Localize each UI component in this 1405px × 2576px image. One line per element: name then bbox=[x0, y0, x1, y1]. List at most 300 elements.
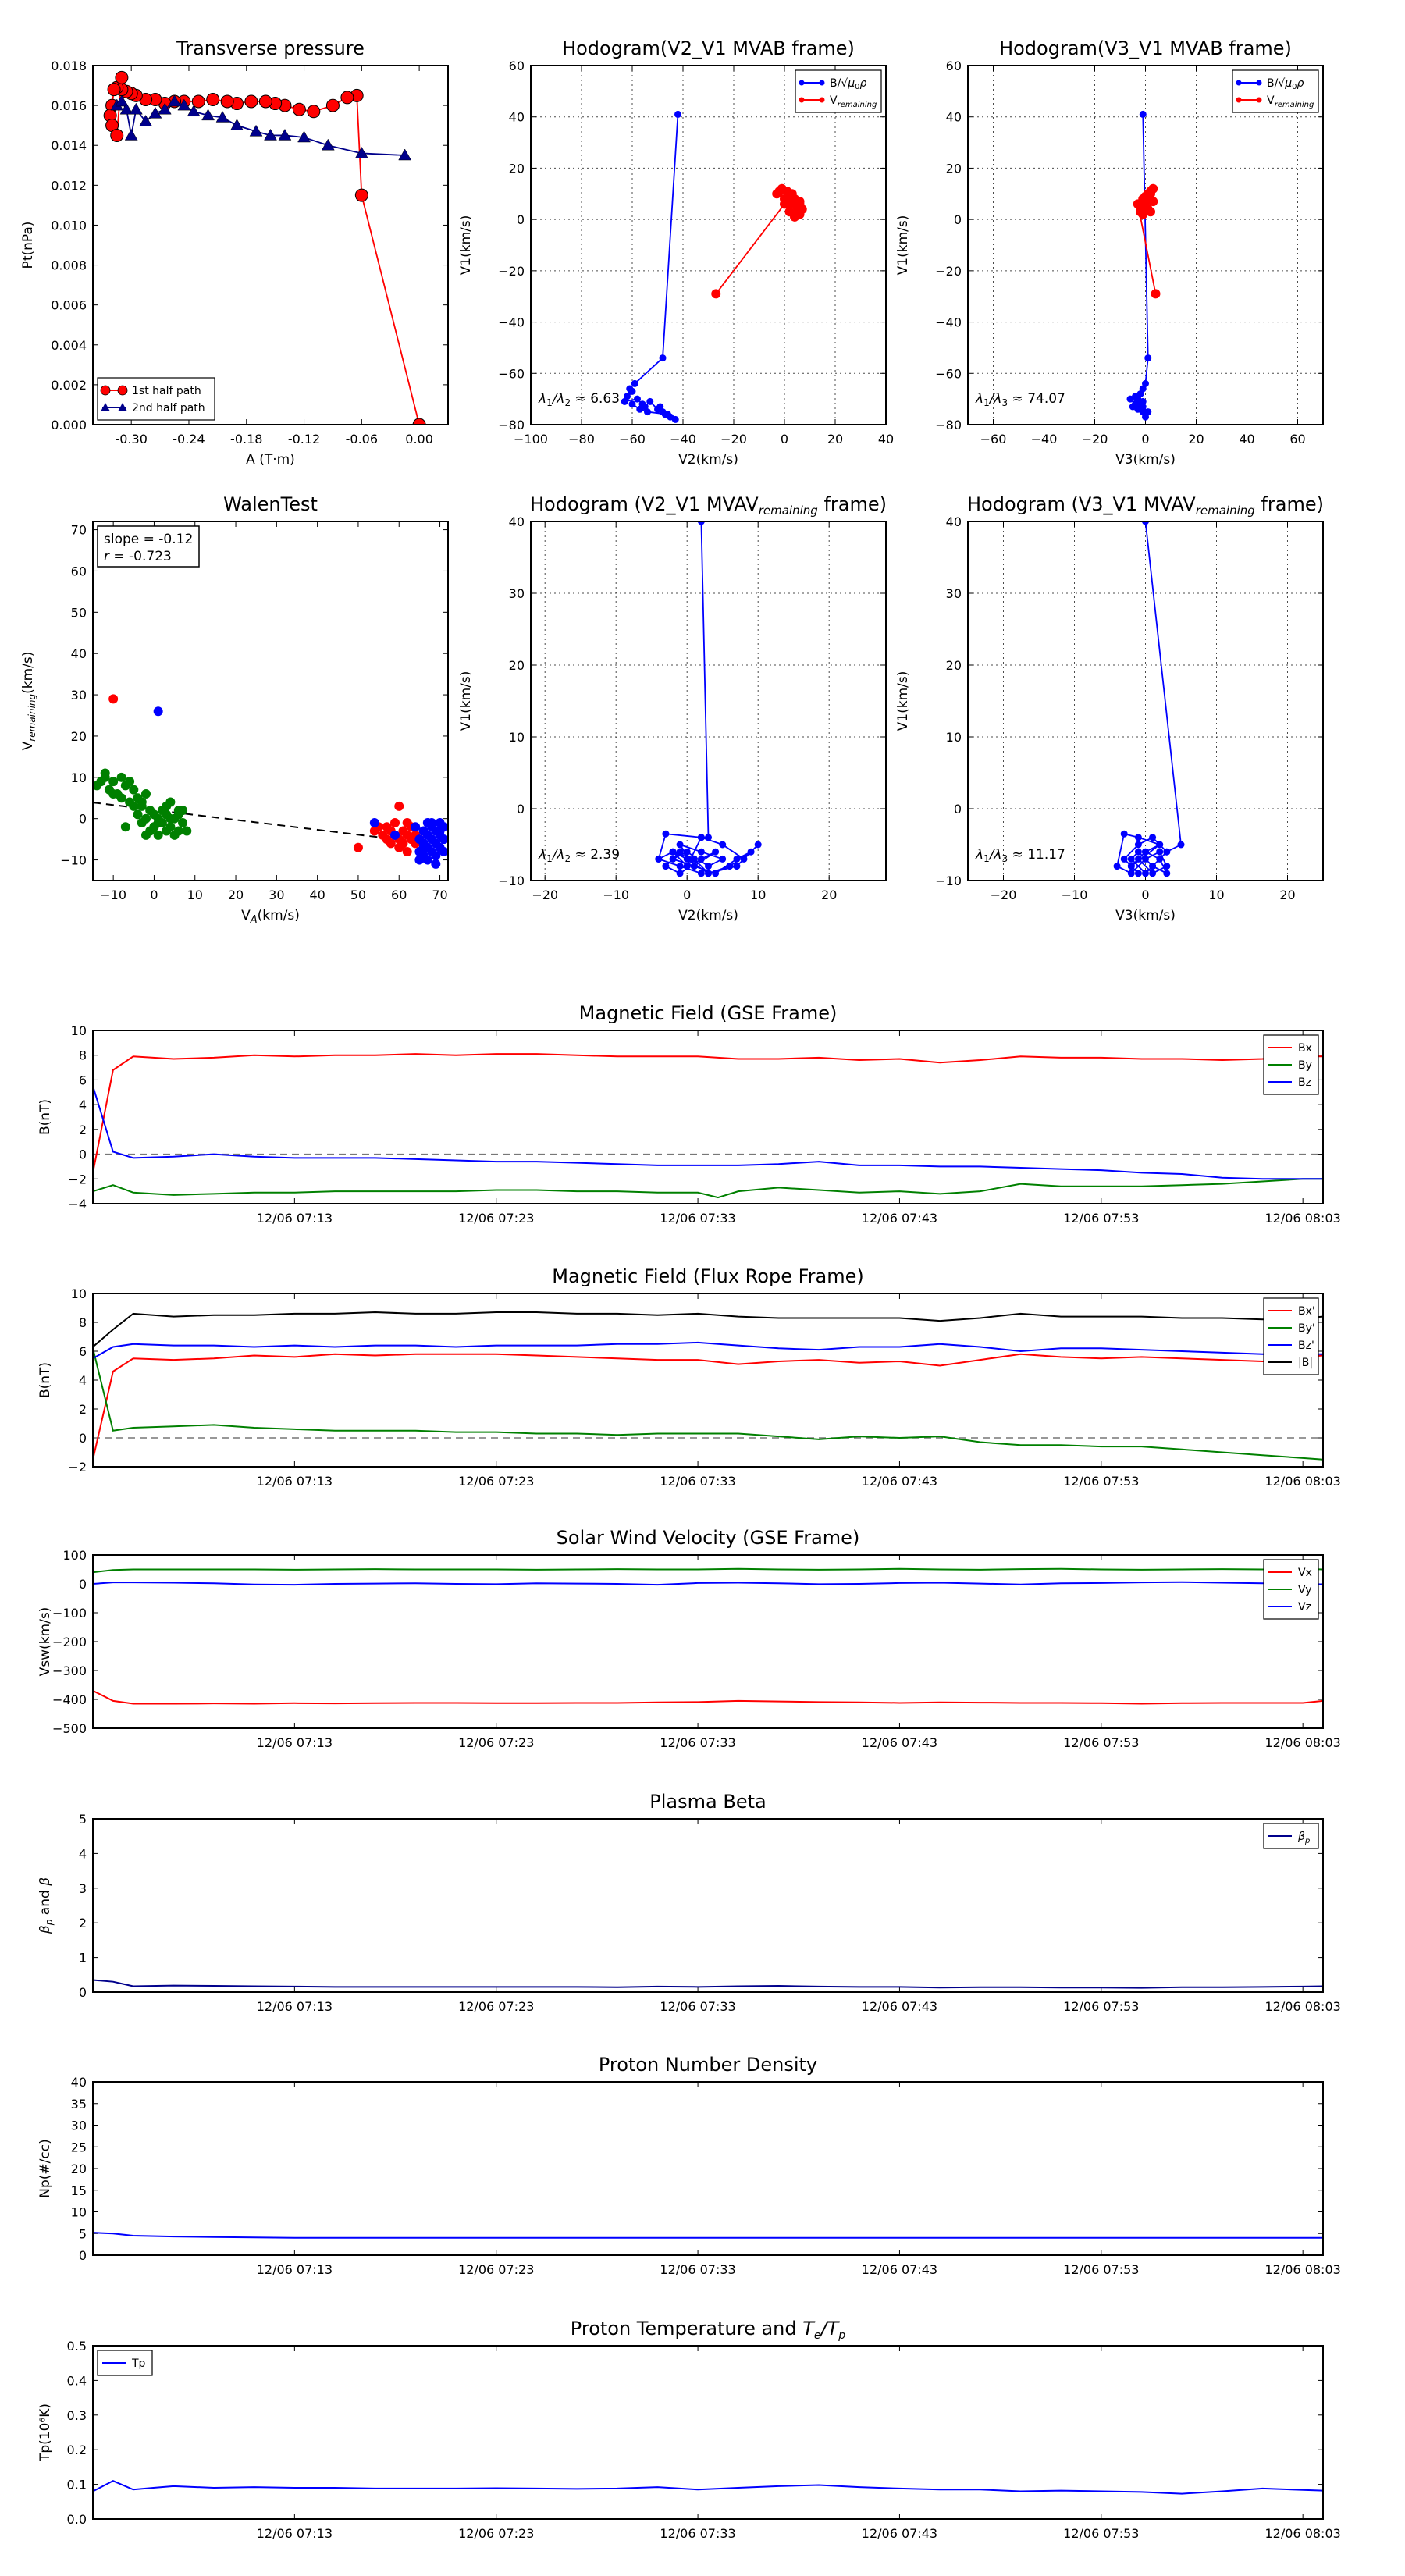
ytick-label: 50 bbox=[70, 605, 87, 621]
data-point bbox=[390, 818, 400, 827]
ytick-label: 0 bbox=[953, 802, 962, 817]
data-point bbox=[677, 863, 684, 870]
chart-title: Magnetic Field (GSE Frame) bbox=[578, 1002, 838, 1024]
data-point bbox=[646, 398, 653, 405]
chart-title: Proton Number Density bbox=[598, 2054, 818, 2076]
plot-area bbox=[1114, 518, 1185, 877]
data-point bbox=[279, 129, 291, 140]
legend bbox=[98, 2350, 152, 2375]
ytick-label: 40 bbox=[508, 109, 525, 125]
plot-frame bbox=[93, 2082, 1323, 2255]
chart-7 bbox=[37, 1002, 1341, 1226]
chart-6 bbox=[895, 493, 1324, 923]
data-point bbox=[1121, 831, 1128, 838]
y-axis-label: Pt(nPa) bbox=[20, 221, 36, 269]
series-line bbox=[93, 1179, 1323, 1197]
xtick-label: −100 bbox=[514, 432, 548, 447]
r-text: r = -0.723 bbox=[104, 549, 172, 564]
xtick-label: 20 bbox=[227, 888, 244, 902]
data-point bbox=[221, 95, 233, 108]
legend-marker bbox=[799, 80, 805, 86]
ytick-label: 0.016 bbox=[51, 98, 87, 114]
data-point bbox=[705, 863, 712, 870]
y-axis-label: B(nT) bbox=[37, 1098, 53, 1136]
xtick-label: 10 bbox=[187, 888, 203, 902]
plot-area bbox=[1127, 111, 1161, 421]
xtick-label: −20 bbox=[1081, 432, 1108, 447]
y-axis-label: Np(#/cc) bbox=[37, 2139, 53, 2198]
xtick-label: 0 bbox=[683, 888, 692, 902]
data-point bbox=[130, 103, 142, 114]
xtick-label: 30 bbox=[269, 888, 285, 902]
ytick-label: 5 bbox=[78, 1812, 87, 1827]
ytick-label: 40 bbox=[70, 646, 87, 662]
ytick-label: −200 bbox=[52, 1635, 87, 1649]
legend-marker bbox=[799, 98, 805, 103]
xtick-label: 12/06 07:53 bbox=[1063, 1999, 1140, 2014]
data-point bbox=[1135, 849, 1142, 856]
annotation: $\lambda_1/\lambda_3 \approx 11.17$ bbox=[976, 847, 1065, 864]
xtick-label: −60 bbox=[619, 432, 646, 447]
data-point bbox=[1149, 863, 1156, 870]
ytick-label: 30 bbox=[70, 2118, 87, 2133]
chart-3 bbox=[895, 37, 1323, 468]
data-point bbox=[674, 111, 681, 118]
data-point bbox=[1134, 398, 1141, 405]
data-point bbox=[733, 863, 740, 870]
data-point bbox=[423, 856, 432, 865]
data-point bbox=[712, 870, 719, 877]
data-point bbox=[670, 849, 677, 856]
ytick-label: 10 bbox=[70, 1023, 87, 1038]
data-point bbox=[439, 834, 449, 844]
data-point bbox=[684, 856, 691, 863]
data-point bbox=[677, 841, 684, 849]
xtick-label: 20 bbox=[1188, 432, 1204, 447]
ytick-label: 0 bbox=[78, 1985, 87, 2000]
xtick-label: 12/06 07:13 bbox=[256, 1735, 333, 1750]
legend-label: $\beta_p$ bbox=[1298, 1831, 1311, 1845]
ytick-label: 40 bbox=[945, 514, 962, 529]
data-point bbox=[125, 129, 137, 140]
data-point bbox=[101, 769, 110, 778]
xtick-label: 12/06 07:23 bbox=[458, 1999, 535, 2014]
x-axis-label: $V_A(km/s)$ bbox=[241, 908, 300, 926]
legend-label: Bz' bbox=[1298, 1340, 1314, 1352]
legend bbox=[1264, 1298, 1318, 1375]
ytick-label: 4 bbox=[78, 1846, 87, 1862]
ytick-label: 5 bbox=[78, 2226, 87, 2242]
data-point bbox=[1135, 834, 1142, 841]
xtick-label: −20 bbox=[720, 432, 747, 447]
data-point bbox=[108, 789, 118, 799]
series-line bbox=[110, 77, 419, 425]
xtick-label: 12/06 07:43 bbox=[861, 2262, 938, 2277]
ytick-label: −20 bbox=[498, 263, 525, 279]
ytick-label: −400 bbox=[52, 1692, 87, 1707]
xtick-label: 0 bbox=[780, 432, 789, 447]
data-point bbox=[1140, 404, 1147, 411]
xtick-label: 12/06 07:23 bbox=[458, 2526, 535, 2541]
data-point bbox=[154, 818, 163, 827]
ytick-label: −40 bbox=[935, 315, 962, 330]
legend-label: By' bbox=[1298, 1322, 1315, 1335]
legend-marker bbox=[1236, 80, 1242, 86]
chart-title: Hodogram (V2_V1 $MVAV_{remaining}$ frame) bbox=[530, 493, 887, 518]
series-line bbox=[93, 2233, 1323, 2238]
data-point bbox=[629, 400, 636, 407]
ytick-label: 10 bbox=[70, 1286, 87, 1301]
series-line bbox=[93, 1054, 1323, 1172]
xtick-label: 12/06 07:43 bbox=[861, 2526, 938, 2541]
data-point bbox=[403, 818, 412, 827]
ytick-label: 0.004 bbox=[51, 337, 87, 353]
data-point bbox=[121, 822, 130, 831]
data-point bbox=[326, 99, 339, 112]
ytick-label: 8 bbox=[78, 1315, 87, 1330]
data-point bbox=[354, 843, 363, 852]
ytick-label: 20 bbox=[508, 161, 525, 176]
ytick-label: 20 bbox=[70, 728, 87, 744]
ytick-label: 0.000 bbox=[51, 418, 87, 432]
chart-4 bbox=[20, 493, 449, 926]
data-point bbox=[162, 802, 171, 811]
annotation: $\lambda_1/\lambda_3 \approx 74.07$ bbox=[976, 391, 1065, 408]
data-point bbox=[1149, 834, 1156, 841]
ytick-label: 0 bbox=[516, 802, 525, 817]
xtick-label: −80 bbox=[568, 432, 595, 447]
ytick-label: −20 bbox=[935, 263, 962, 279]
legend bbox=[1232, 70, 1318, 112]
xtick-label: 0 bbox=[1141, 432, 1150, 447]
data-point bbox=[403, 847, 412, 856]
xtick-label: −20 bbox=[990, 888, 1017, 902]
chart-5 bbox=[458, 493, 887, 923]
xtick-label: 12/06 07:13 bbox=[256, 1999, 333, 2014]
ytick-label: 15 bbox=[70, 2183, 87, 2198]
xtick-label: -0.24 bbox=[173, 432, 205, 447]
data-point bbox=[1178, 841, 1185, 849]
data-point bbox=[390, 831, 400, 840]
data-point bbox=[117, 773, 126, 782]
ytick-label: 0.2 bbox=[66, 2443, 87, 2458]
data-point bbox=[726, 863, 733, 870]
data-point bbox=[165, 814, 175, 824]
data-point bbox=[141, 789, 151, 799]
data-point bbox=[733, 856, 740, 863]
ytick-label: 0 bbox=[78, 811, 87, 827]
ytick-label: 20 bbox=[945, 658, 962, 673]
xtick-label: 0.00 bbox=[405, 432, 433, 447]
legend-label: Tp bbox=[132, 2357, 146, 2370]
legend-label: 1st half path bbox=[132, 385, 201, 397]
data-point bbox=[655, 856, 662, 863]
ytick-label: 0 bbox=[78, 2248, 87, 2263]
chart-title: Hodogram (V3_V1 $MVAV_{remaining}$ frame) bbox=[967, 493, 1324, 518]
xtick-label: 12/06 08:03 bbox=[1264, 1211, 1341, 1226]
data-point bbox=[621, 398, 628, 405]
series-line bbox=[93, 1980, 1323, 1987]
xtick-label: 0 bbox=[150, 888, 158, 902]
data-point bbox=[755, 841, 762, 849]
ytick-label: 1 bbox=[78, 1950, 87, 1966]
ytick-label: 0 bbox=[78, 1147, 87, 1162]
xtick-label: -0.06 bbox=[345, 432, 379, 447]
ytick-label: −10 bbox=[60, 852, 87, 868]
data-point bbox=[672, 416, 679, 423]
xtick-label: 12/06 07:23 bbox=[458, 2262, 535, 2277]
data-point bbox=[1135, 870, 1142, 877]
data-point bbox=[1163, 849, 1170, 856]
ytick-label: 0 bbox=[953, 212, 962, 228]
series-line bbox=[93, 2481, 1323, 2493]
data-point bbox=[698, 849, 705, 856]
plot-area bbox=[93, 1054, 1323, 1197]
xtick-label: 20 bbox=[827, 432, 844, 447]
legend-marker bbox=[1236, 98, 1242, 103]
xtick-label: 12/06 08:03 bbox=[1264, 2526, 1341, 2541]
xtick-label: 12/06 08:03 bbox=[1264, 1999, 1341, 2014]
data-point bbox=[634, 396, 641, 403]
ytick-label: −2 bbox=[68, 1172, 87, 1187]
data-point bbox=[308, 105, 320, 118]
ytick-label: 10 bbox=[70, 770, 87, 785]
chart-title: Hodogram(V2_V1 MVAB frame) bbox=[562, 37, 855, 59]
legend-label: $B/√\mu_0\rho$ bbox=[1267, 77, 1304, 91]
ytick-label: 0.012 bbox=[51, 178, 87, 194]
plot-area bbox=[104, 71, 425, 431]
chart-title: Transverse pressure bbox=[176, 37, 365, 59]
data-point bbox=[411, 822, 420, 831]
data-point bbox=[684, 863, 691, 870]
data-point bbox=[1127, 396, 1134, 403]
xtick-label: 12/06 08:03 bbox=[1264, 1735, 1341, 1750]
ytick-label: −10 bbox=[935, 873, 962, 888]
data-point bbox=[1144, 354, 1151, 361]
ytick-label: 0.0 bbox=[66, 2512, 87, 2527]
chart-1 bbox=[20, 37, 448, 468]
series-line bbox=[659, 521, 758, 873]
data-point bbox=[341, 91, 354, 104]
legend-label: $V_{remaining}$ bbox=[830, 94, 877, 109]
ytick-label: 6 bbox=[78, 1344, 87, 1359]
series-line bbox=[93, 1354, 1323, 1460]
x-axis-label: A (T·m) bbox=[246, 452, 295, 468]
xtick-label: −10 bbox=[1061, 888, 1088, 902]
ytick-label: 20 bbox=[70, 2161, 87, 2176]
data-point bbox=[1142, 856, 1149, 863]
data-point bbox=[174, 806, 183, 815]
data-point bbox=[636, 406, 643, 413]
ytick-label: 0.5 bbox=[66, 2339, 87, 2354]
data-point bbox=[644, 408, 651, 415]
xtick-label: 12/06 07:43 bbox=[861, 1211, 938, 1226]
ytick-label: 0.3 bbox=[66, 2407, 87, 2423]
ytick-label: 0.006 bbox=[51, 297, 87, 313]
annotation: $\lambda_1/\lambda_2 \approx 6.63$ bbox=[539, 391, 621, 408]
chart-12 bbox=[37, 2318, 1341, 2541]
data-point bbox=[108, 777, 118, 786]
chart-10 bbox=[37, 1791, 1341, 2014]
plot-area bbox=[93, 2233, 1323, 2238]
data-point bbox=[1135, 841, 1142, 849]
xtick-label: 20 bbox=[821, 888, 838, 902]
data-point bbox=[1156, 849, 1163, 856]
data-point bbox=[394, 802, 404, 811]
legend-label: Bx bbox=[1298, 1042, 1312, 1055]
data-point bbox=[1142, 870, 1149, 877]
xtick-label: 12/06 07:33 bbox=[660, 2526, 736, 2541]
ytick-label: 2 bbox=[78, 1402, 87, 1417]
legend-label: 2nd half path bbox=[132, 402, 205, 415]
y-axis-label: V1(km/s) bbox=[458, 671, 474, 731]
data-point bbox=[1121, 856, 1128, 863]
plot-area bbox=[92, 694, 449, 868]
ytick-label: 0.010 bbox=[51, 218, 87, 233]
data-point bbox=[705, 834, 712, 841]
data-point bbox=[108, 694, 118, 703]
ytick-label: 30 bbox=[70, 688, 87, 703]
xtick-label: 12/06 07:53 bbox=[1063, 1735, 1140, 1750]
xtick-label: −10 bbox=[100, 888, 127, 902]
data-point bbox=[629, 388, 636, 395]
xtick-label: 12/06 07:53 bbox=[1063, 1211, 1140, 1226]
data-point bbox=[677, 849, 684, 856]
ytick-label: 0.002 bbox=[51, 377, 87, 393]
legend bbox=[1264, 1035, 1318, 1094]
data-point bbox=[427, 818, 436, 827]
series-line bbox=[93, 1691, 1323, 1704]
legend-label: $B/√\mu_0\rho$ bbox=[830, 77, 867, 91]
chart-title: WalenTest bbox=[223, 493, 318, 515]
data-point bbox=[698, 834, 705, 841]
data-point bbox=[711, 289, 720, 298]
chart-title: Plasma Beta bbox=[649, 1791, 767, 1813]
xtick-label: 12/06 07:53 bbox=[1063, 1474, 1140, 1489]
data-point bbox=[1142, 414, 1149, 421]
data-point bbox=[165, 822, 175, 831]
ytick-label: 60 bbox=[508, 59, 525, 73]
data-point bbox=[719, 856, 726, 863]
ytick-label: −80 bbox=[498, 418, 525, 432]
data-point bbox=[355, 189, 368, 201]
ytick-label: 8 bbox=[78, 1048, 87, 1063]
data-point bbox=[664, 411, 671, 418]
ytick-label: 40 bbox=[70, 2075, 87, 2090]
data-point bbox=[677, 870, 684, 877]
series-line bbox=[93, 1086, 1323, 1179]
legend-marker bbox=[1257, 98, 1262, 103]
xtick-label: 0 bbox=[1141, 888, 1150, 902]
chart-title: Solar Wind Velocity (GSE Frame) bbox=[556, 1527, 860, 1549]
ytick-label: −2 bbox=[68, 1460, 87, 1475]
legend bbox=[1264, 1560, 1318, 1619]
data-point bbox=[129, 802, 138, 811]
plot-frame bbox=[93, 1293, 1323, 1467]
data-point bbox=[775, 187, 784, 196]
ytick-label: 0.1 bbox=[66, 2477, 87, 2492]
data-point bbox=[1128, 863, 1135, 870]
y-axis-label: $V_{remaining}(km/s)$ bbox=[20, 651, 37, 751]
data-point bbox=[712, 849, 719, 856]
ytick-label: 100 bbox=[62, 1548, 87, 1563]
ytick-label: 0.4 bbox=[66, 2373, 87, 2389]
xtick-label: −60 bbox=[980, 432, 1007, 447]
xtick-label: 12/06 07:23 bbox=[458, 1211, 535, 1226]
data-point bbox=[174, 827, 183, 836]
data-point bbox=[1136, 205, 1145, 214]
data-point bbox=[741, 856, 748, 863]
data-point bbox=[1142, 849, 1149, 856]
chart-8 bbox=[37, 1265, 1341, 1489]
ytick-label: 2 bbox=[78, 1122, 87, 1137]
xtick-label: 12/06 07:33 bbox=[660, 1735, 736, 1750]
y-axis-label: Vsw(km/s) bbox=[37, 1606, 53, 1677]
xtick-label: −40 bbox=[1030, 432, 1058, 447]
data-point bbox=[790, 212, 799, 222]
chart-9 bbox=[37, 1527, 1341, 1750]
data-point bbox=[698, 870, 705, 877]
xtick-label: -0.12 bbox=[287, 432, 321, 447]
x-axis-label: V2(km/s) bbox=[678, 908, 738, 923]
legend-marker bbox=[1257, 80, 1262, 86]
data-point bbox=[398, 838, 407, 848]
data-point bbox=[1156, 856, 1163, 863]
ytick-label: 25 bbox=[70, 2140, 87, 2155]
ytick-label: 2 bbox=[78, 1916, 87, 1931]
chart-2 bbox=[458, 37, 894, 468]
data-point bbox=[684, 849, 691, 856]
data-point bbox=[698, 856, 705, 863]
y-axis-label: V1(km/s) bbox=[458, 215, 474, 276]
xtick-label: 40 bbox=[1239, 432, 1255, 447]
ytick-label: 30 bbox=[508, 586, 525, 601]
data-point bbox=[129, 785, 138, 795]
ytick-label: −100 bbox=[52, 1606, 87, 1621]
data-point bbox=[154, 706, 163, 716]
data-point bbox=[1163, 863, 1170, 870]
legend-label: Vx bbox=[1298, 1567, 1312, 1579]
data-point bbox=[370, 818, 379, 827]
chart-title: Hodogram(V3_V1 MVAB frame) bbox=[999, 37, 1292, 59]
plot-area bbox=[93, 1980, 1323, 1987]
data-point bbox=[414, 856, 424, 865]
xtick-label: 12/06 07:13 bbox=[256, 2526, 333, 2541]
data-point bbox=[259, 95, 272, 108]
xtick-label: −40 bbox=[670, 432, 696, 447]
data-point bbox=[691, 856, 698, 863]
xtick-label: 12/06 08:03 bbox=[1264, 2262, 1341, 2277]
xtick-label: −10 bbox=[603, 888, 630, 902]
legend-label: Vy bbox=[1298, 1584, 1312, 1596]
data-point bbox=[670, 856, 677, 863]
xtick-label: 70 bbox=[432, 888, 448, 902]
xtick-label: 40 bbox=[309, 888, 325, 902]
xtick-label: 12/06 07:43 bbox=[861, 1474, 938, 1489]
ytick-label: 0.018 bbox=[51, 59, 87, 73]
data-point bbox=[1149, 870, 1156, 877]
legend-label: Bz bbox=[1298, 1076, 1311, 1089]
legend-label: Bx' bbox=[1298, 1305, 1315, 1318]
ytick-label: 0 bbox=[78, 1431, 87, 1446]
slope-text: slope = -0.12 bbox=[104, 532, 194, 547]
ytick-label: −60 bbox=[935, 366, 962, 382]
xtick-label: 40 bbox=[877, 432, 895, 447]
ytick-label: 70 bbox=[70, 522, 87, 538]
plot-frame bbox=[531, 66, 886, 425]
xtick-label: 12/06 07:23 bbox=[458, 1474, 535, 1489]
data-point bbox=[125, 777, 134, 786]
